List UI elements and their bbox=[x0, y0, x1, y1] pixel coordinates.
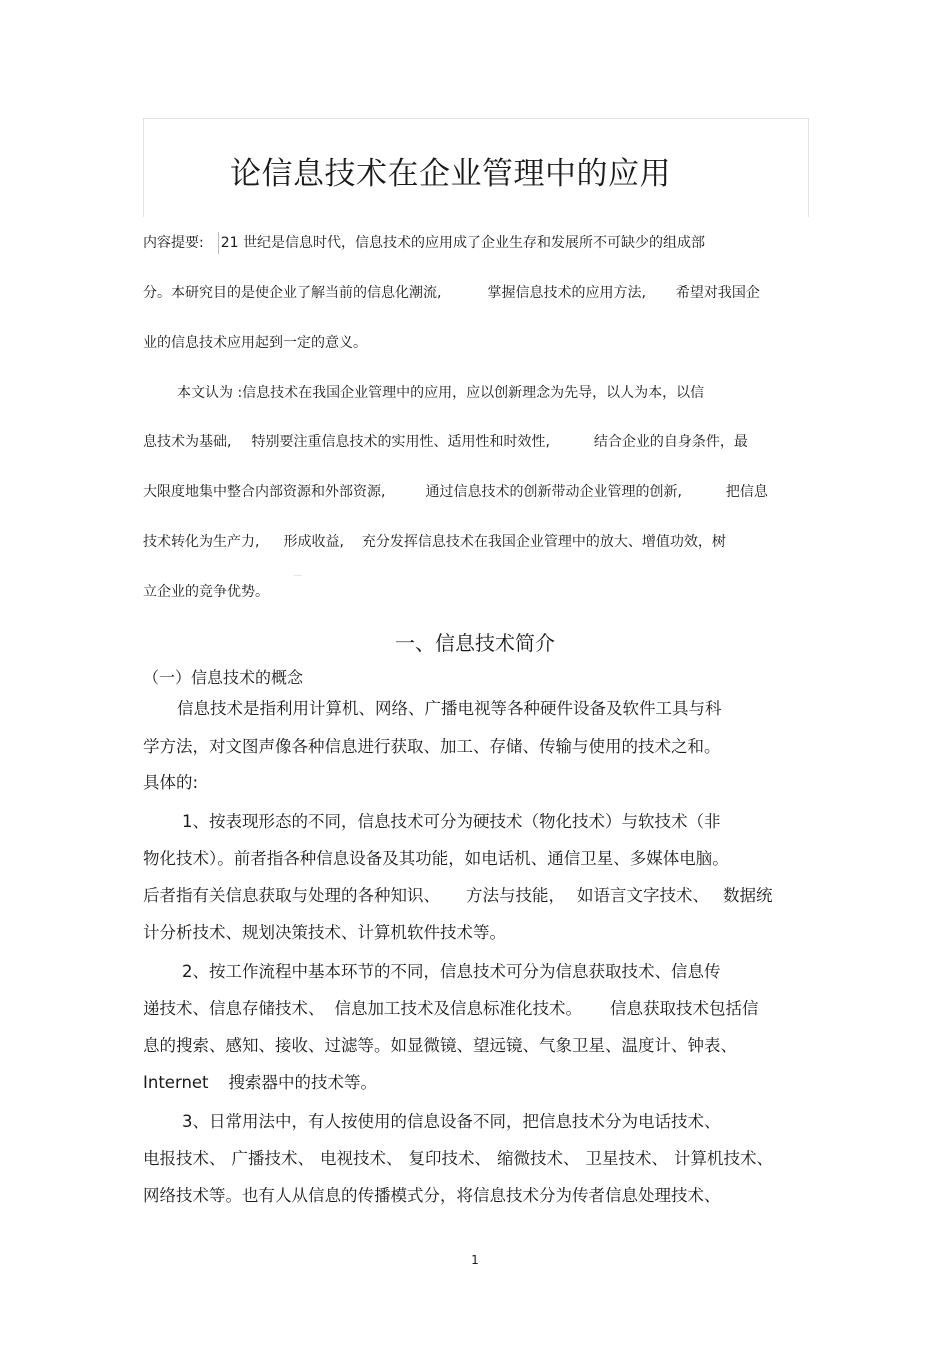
abstract-text: 通过信息技术的创新带动企业管理的创新, bbox=[425, 484, 682, 500]
abstract-line-5 bbox=[143, 432, 748, 452]
section-heading: 一、信息技术简介 bbox=[395, 631, 555, 655]
body-text: 复印技术、 bbox=[408, 1149, 491, 1168]
abstract-text: 本文认为 :信息技术在我国企业管理中的应用，应以创新理念为先导，以人为本，以信 bbox=[177, 385, 705, 401]
abstract-line-7 bbox=[143, 532, 726, 552]
body-text: 方法与技能， bbox=[466, 886, 565, 905]
body-line bbox=[143, 997, 759, 1021]
abstract-line-8 bbox=[143, 582, 269, 602]
body-line: 2、按工作流程中基本环节的不同，信息技术可分为信息获取技术、信息传 bbox=[182, 962, 721, 981]
body-text: 后者指有关信息获取与处理的各种知识、 bbox=[143, 886, 440, 905]
abstract-divider bbox=[218, 232, 219, 254]
body-text: 信息加工技术及信息标准化技术。 bbox=[334, 999, 582, 1018]
body-line: 1、按表现形态的不同，信息技术可分为硬技术（物化技术）与软技术（非 bbox=[182, 812, 721, 831]
body-line: 网络技术等。也有人从信息的传播模式分，将信息技术分为传者信息处理技术、 bbox=[143, 1186, 721, 1205]
body-line bbox=[143, 884, 773, 908]
body-text: 电报技术、 bbox=[143, 1149, 226, 1168]
faint-mark bbox=[294, 575, 302, 576]
body-text: 电视技术、 bbox=[320, 1149, 403, 1168]
subsection-heading: （一）信息技术的概念 bbox=[143, 668, 304, 687]
body-line bbox=[143, 1071, 377, 1095]
body-line: 信息技术是指利用计算机、网络、广播电视等各种硬件设备及软件工具与科 bbox=[177, 699, 722, 718]
abstract-text: 21 世纪是信息时代，信息技术的应用成了企业生存和发展所不可缺少的组成部 bbox=[220, 235, 705, 251]
abstract-text: 业的信息技术应用起到一定的意义。 bbox=[143, 335, 367, 351]
body-line: 3、日常用法中，有人按使用的信息设备不同，把信息技术分为电话技术、 bbox=[182, 1112, 721, 1131]
body-line: 计分析技术、规划决策技术、计算机软件技术等。 bbox=[143, 923, 506, 942]
body-text: 数据统 bbox=[723, 886, 773, 905]
body-text: 搜索器中的技术等。 bbox=[228, 1073, 378, 1092]
abstract-text: 技术转化为生产力, bbox=[143, 534, 260, 550]
body-line: 物化技术）。前者指各种信息设备及其功能，如电话机、通信卫星、多媒体电脑。 bbox=[143, 849, 729, 868]
body-line: 具体的: bbox=[143, 773, 199, 792]
abstract-text: 立企业的竞争优势。 bbox=[143, 584, 269, 600]
abstract-text: 结合企业的自身条件，最 bbox=[593, 434, 748, 450]
abstract-text: 大限度地集中整合内部资源和外部资源, bbox=[143, 484, 386, 500]
abstract-label: 内容提要: bbox=[143, 235, 204, 251]
page-number: 1 bbox=[471, 1253, 479, 1267]
body-line: 学方法，对文图声像各种信息进行获取、加工、存储、传输与使用的技术之和。 bbox=[143, 737, 721, 756]
body-line bbox=[143, 1147, 773, 1171]
abstract-line-6 bbox=[143, 482, 768, 502]
body-text: 递技术、信息存储技术、 bbox=[143, 999, 325, 1018]
body-text: 如语言文字技术、 bbox=[577, 886, 709, 905]
abstract-text: 把信息 bbox=[725, 484, 768, 500]
body-text: 卫星技术、 bbox=[585, 1149, 668, 1168]
abstract-line-4 bbox=[177, 383, 704, 403]
body-text: 缩微技术、 bbox=[497, 1149, 580, 1168]
body-line: 息的搜索、感知、接收、过滤等。如显微镜、望远镜、气象卫星、温度计、钟表、 bbox=[143, 1036, 737, 1055]
body-text: 广播技术、 bbox=[231, 1149, 314, 1168]
body-text: 信息获取技术包括信 bbox=[610, 999, 759, 1018]
abstract-text: 分。本研究目的是使企业了解当前的信息化潮流, bbox=[143, 285, 442, 301]
abstract-text: 特别要注重信息技术的实用性、适用性和时效性, bbox=[251, 434, 550, 450]
abstract-text: 息技术为基础, bbox=[143, 434, 232, 450]
abstract-text: 形成收益, bbox=[283, 534, 344, 550]
body-text: 计算机技术、 bbox=[674, 1149, 773, 1168]
abstract-text: 希望对我国企 bbox=[675, 285, 760, 301]
document-title: 论信息技术在企业管理中的应用 bbox=[230, 156, 671, 192]
body-text: Internet bbox=[143, 1073, 209, 1092]
abstract-line-2 bbox=[143, 283, 760, 303]
abstract-text: 充分发挥信息技术在我国企业管理中的放大、增值功效，树 bbox=[361, 534, 726, 550]
abstract-text: 掌握信息技术的应用方法, bbox=[487, 285, 646, 301]
abstract-line-1 bbox=[143, 232, 705, 254]
abstract-line-3 bbox=[143, 333, 367, 353]
